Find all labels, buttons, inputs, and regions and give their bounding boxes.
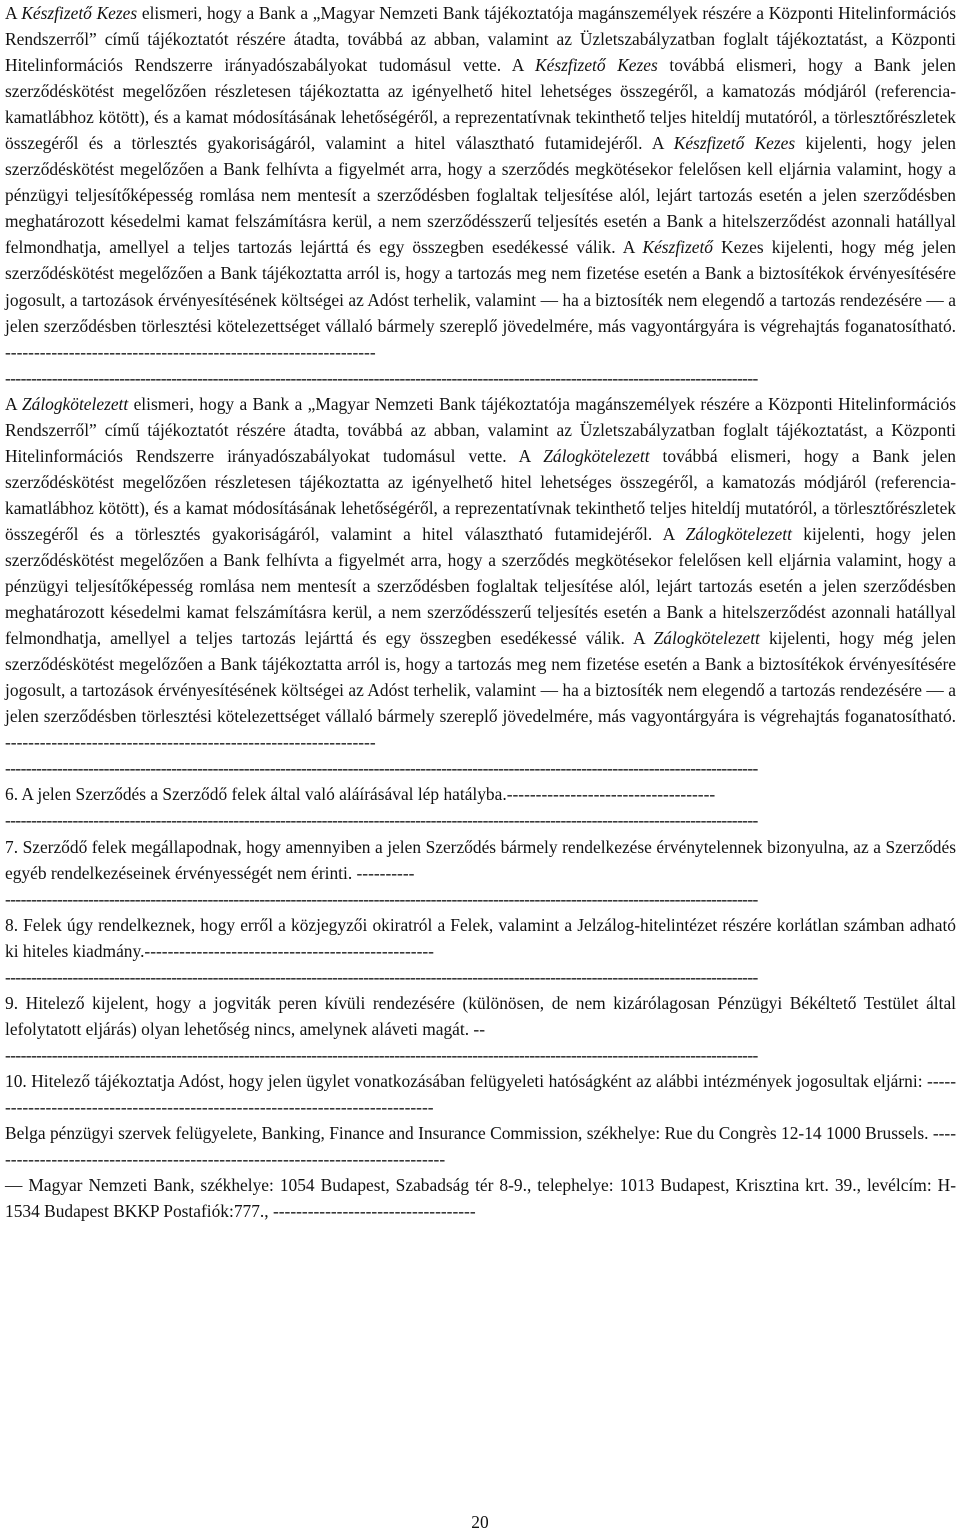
authority-belgium xyxy=(5,1120,956,1172)
text-run: elismeri, hogy a Bank a „Magyar Nemzeti Bank tájékoztatója magánszemélyek részére a Központi Hitelinformációs Rendszerről” című tájékoztatót részére átadta, továbbá az abban, valamint az Üzletszabályzatban foglalt tájékoztatást, a Központi Hitelinformációs Rendszerre irányadószabályokat tudomásul vette. A xyxy=(5,3,957,76)
italic-party-name: Zálogkötelezett xyxy=(685,523,792,544)
text-run: 7. Szerződő felek megállapodnak, hogy amennyiben a jelen Szerződés bármely rendelkezése érvénytelennek bizonyulna, az a Szerződés egyéb rendelkezéseinek érvényességét nem érinti. ---------- xyxy=(5,836,956,883)
text-run: A xyxy=(5,393,22,414)
text-run: kijelenti, hogy jelen szerződéskötést megelőzően a Bank felhívta a figyelmét arra, hogy a szerződés megkötésekor felelősen kell eljárnia valamint, hogy a pénzügyi teljesítőképesség romlása nem mentesít a szerződésben foglaltak teljesítése alól, lejárt tartozás esetén a jelen szerződésben meghatározott késedelmi kamat felszámításra kerül, a nem szerződésszerű teljesítés esetén a Bank a hitelszerződést azonnali hatállyal felmondhatja, amellyel a teljes tartozás lejárttá és egy összegben esedékessé válik. A xyxy=(5,133,956,258)
text-run: 6. A jelen Szerződés a Szerződő felek által való aláírásával lép hatályba.------------------------------------ xyxy=(5,784,716,805)
text-run: 10. Hitelező tájékoztatja Adóst, hogy jelen ügylet vonatkozásában felügyeleti hatóságként az alábbi intézmények jogosultak eljárni: ------------------------------------------------------------------------------- xyxy=(5,1070,956,1117)
page-number: 20 xyxy=(471,1512,489,1532)
clause-10 xyxy=(5,1068,956,1120)
italic-party-name: Zálogkötelezett xyxy=(543,445,650,466)
dash-line-5: ------------------------------------------------------------------------------------------------------------------------------------------------- xyxy=(5,966,758,987)
italic-party-name: Zálogkötelezett xyxy=(21,393,129,414)
italic-party-name: Készfizető Kezes xyxy=(673,133,796,154)
text-run: ― Magyar Nemzeti Bank, székhelye: 1054 Budapest, Szabadság tér 8-9., telephelye: 1013 Budapest, Krisztina krt. 39., levélcím: H-1534 Budapest BKKP Postafiók:777., ----------------------------------- xyxy=(5,1175,956,1222)
italic-party-name: Készfizető Kezes xyxy=(535,55,658,76)
text-run: Belga pénzügyi szervek felügyelete, Banking, Finance and Insurance Commission, székhelye: Rue du Congrès 12-14 1000 Brussels. -------------------------------------------------------------------------------- xyxy=(5,1123,956,1170)
clause-6 xyxy=(5,781,956,807)
text-run: továbbá elismeri, hogy a Bank jelen szerződéskötést megelőzően részletesen tájékoztatta az igényelhető hitel lehetséges összegéről, a kamatozás módjáról (referencia-kamatlábhoz kötött), és a kamat módosításának lehetőségéről, a reprezentatívnak tekinthető teljes hiteldíj mutatóról, a törlesztőrészletek összegéről és a törlesztés gyakoriságáról, valamint a hitel választható futamidejéről. A xyxy=(5,445,956,544)
clause-7 xyxy=(5,834,956,886)
text-run: A xyxy=(5,3,22,23)
text-run: elismeri, hogy a Bank a „Magyar Nemzeti Bank tájékoztatója magánszemélyek részére a Központi Hitelinformációs Rendszerről” című tájékoztatót részére átadta, továbbá az abban, valamint az Üzletszabályzatban foglalt tájékoztatást, a Központi Hitelinformációs Rendszerre irányadószabályokat tudomásul vette. A xyxy=(5,393,957,466)
para-zalogkotelezett xyxy=(5,391,956,756)
dash-line-6: ------------------------------------------------------------------------------------------------------------------------------------------------- xyxy=(5,1044,758,1065)
authority-mnb xyxy=(5,1172,956,1224)
clause-9 xyxy=(5,990,956,1042)
dash-line-1: ------------------------------------------------------------------------------------------------------------------------------------------------- xyxy=(5,367,758,388)
document-page xyxy=(5,0,956,1224)
italic-party-name: Zálogkötelezett xyxy=(653,628,760,649)
italic-party-name: Készfizető Kezes xyxy=(21,3,138,23)
text-run: kijelenti, hogy jelen szerződéskötést megelőzően a Bank felhívta a figyelmét arra, hogy a szerződés megkötésekor felelősen kell eljárnia valamint, hogy a pénzügyi teljesítőképesség romlása nem mentesít a szerződésben foglaltak teljesítése alól, lejárt tartozás esetén a jelen szerződésben meghatározott késedelmi kamat felszámításra kerül, a nem szerződésszerű teljesítés esetén a Bank a hitelszerződést azonnali hatállyal felmondhatja, amellyel a teljes tartozás lejárttá és egy összegben esedékessé válik. A xyxy=(5,523,956,649)
dash-line-3: ------------------------------------------------------------------------------------------------------------------------------------------------- xyxy=(5,810,758,831)
dash-line-2: ------------------------------------------------------------------------------------------------------------------------------------------------- xyxy=(5,758,758,779)
text-run: továbbá elismeri, hogy a Bank jelen szerződéskötést megelőzően részletesen tájékoztatta az igényelhető hitel lehetséges összegéről, a kamatozás módjáról (referencia-kamatlábhoz kötött), és a kamat módosításának lehetőségéről, a reprezentatívnak tekinthető teljes hiteldíj mutatóról, a törlesztőrészletek összegéről és a törlesztés gyakoriságáról, valamint a hitel választható futamidejéről. A xyxy=(5,55,957,154)
text-run: kijelenti, hogy még jelen szerződéskötést megelőzően a Bank tájékoztatta arról is, hogy a tartozás meg nem fizetése esetén a Bank a biztosítékok érvényesítésére jogosult, a tartozások érvényesítésének költségei az Adóst terhelik, valamint ― ha a biztosíték nem elegendő a tartozás rendezésére ― a jelen szerződésben törlesztési kötelezettséget vállaló bármely szereplő jövedelmére, más vagyontárgyára is végrehajtás foganatosítható. ---------------------------------------------------------------- xyxy=(5,628,956,753)
clause-8 xyxy=(5,912,956,964)
dash-line-4: ------------------------------------------------------------------------------------------------------------------------------------------------- xyxy=(5,888,758,909)
italic-party-name: Készfizető xyxy=(642,237,713,258)
text-run: Kezes kijelenti, hogy még jelen szerződéskötést megelőzően a Bank tájékoztatta arról is, hogy a tartozás meg nem fizetése esetén a Bank a biztosítékok érvényesítésére jogosult, a tartozások érvényesítésének költségei az Adóst terhelik, valamint ― ha a biztosíték nem elegendő a tartozás rendezésére ― a jelen szerződésben törlesztési kötelezettséget vállaló bármely szereplő jövedelmére, más vagyontárgyára is végrehajtás foganatosítható. ---------------------------------------------------------------- xyxy=(5,237,957,362)
text-run: 8. Felek úgy rendelkeznek, hogy erről a közjegyzői okiratról a Felek, valamint a Jelzálog-hitelintézet részére korlátlan számban adható ki hiteles kiadmány.-------------------------------------------------- xyxy=(5,914,956,961)
text-run: 9. Hitelező kijelent, hogy a jogviták peren kívüli rendezésére (különösen, de nem kizárólagosan Pénzügyi Békéltető Testület által lefolytatott eljárás) olyan lehetőség nincs, amelynek aláveti magát. -- xyxy=(5,992,956,1039)
para-keszfizeto-kezes-1 xyxy=(5,0,956,365)
